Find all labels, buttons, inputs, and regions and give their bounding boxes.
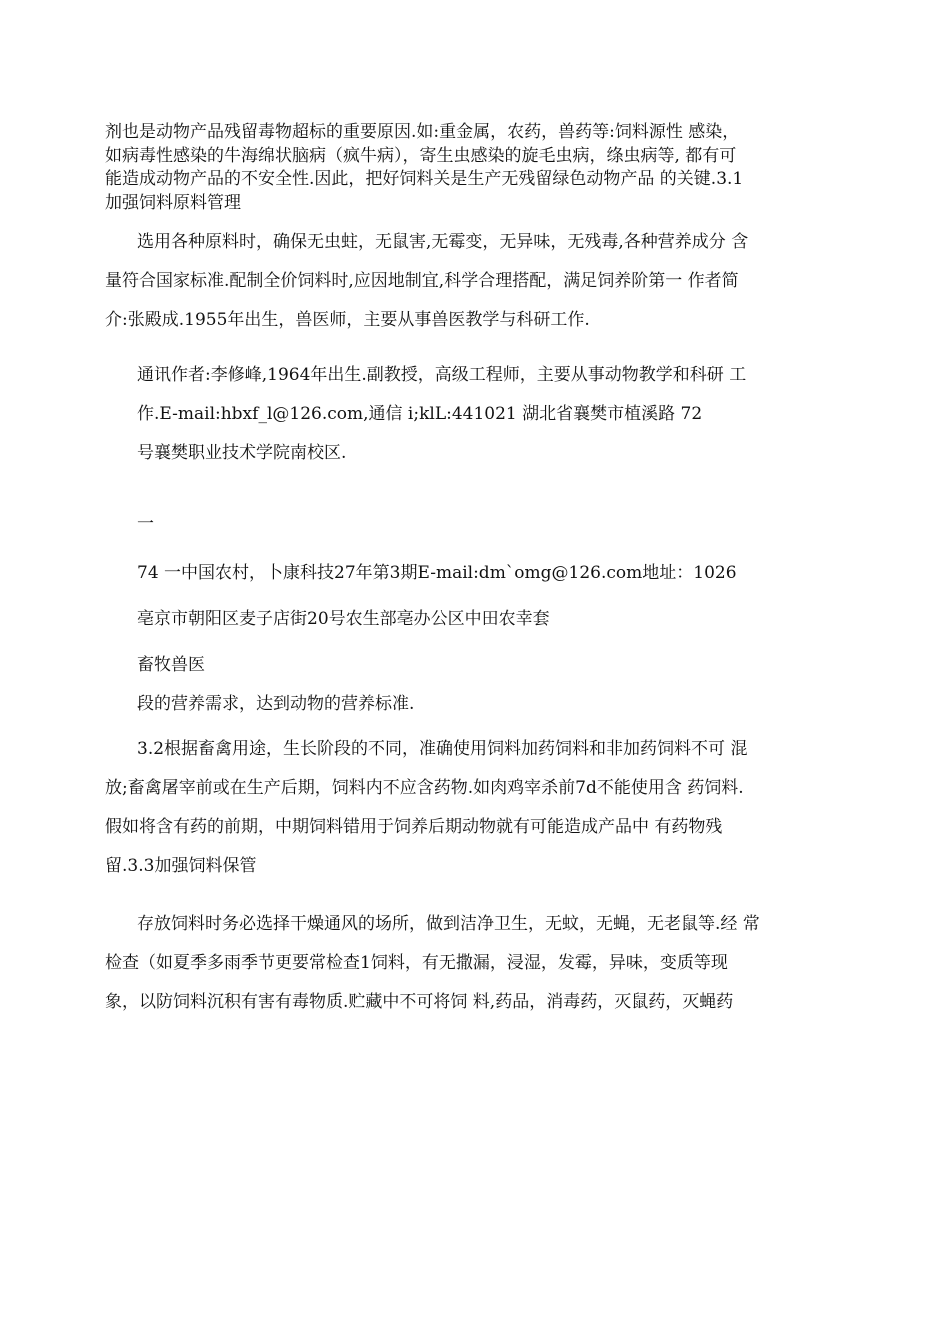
text-line: 剂也是动物产品残留毒物超标的重要原因.如:重金属，农药，兽药等:饲料源性 感染，	[105, 122, 740, 142]
text-line: 通讯作者:李修峰,1964年出生.副教授，高级工程师，主要从事动物教学和科研 工	[137, 365, 747, 385]
text-line: 畜牧兽医	[137, 655, 205, 675]
paragraph-medicated-feed	[105, 730, 850, 886]
text-line: 能造成动物产品的不安全性.因此，把好饲料关是生产无残留绿色动物产品 的关键.3.1	[105, 169, 744, 189]
text-line: 一	[137, 514, 154, 534]
text-line: 选用各种原料时，确保无虫蛀，无鼠害,无霉变，无异味，无残毒,各种营养成分 含	[137, 232, 749, 252]
paragraph-nutrition-needs	[105, 685, 850, 724]
text-line: 段的营养需求，达到动物的营养标准.	[137, 694, 415, 714]
text-line: 号襄樊职业技术学院南校区.	[137, 443, 347, 463]
separator-dash	[105, 505, 850, 544]
text-line: 74 一中国农村，卜康科技27年第3期E-mail:dm`omg@126.com地址：1026	[137, 563, 737, 583]
text-line: 介:张殿成.1955年出生，兽医师，主要从事兽医教学与科研工作.	[105, 310, 590, 330]
text-line: 放;畜禽屠宰前或在生产后期，饲料内不应含药物.如肉鸡宰杀前7d不能使用含 药饲料.	[105, 778, 744, 798]
paragraph-corresponding-author	[105, 356, 850, 473]
text-line: 加强饲料原料管理	[105, 192, 241, 213]
text-line: 留.3.3加强饲料保管	[105, 856, 257, 876]
text-line: 亳京市朝阳区麦子店街20号农生部亳办公区中田农幸套	[137, 609, 550, 629]
text-line: 量符合国家标准.配制全价饲料时,应因地制宜,科学合理搭配，满足饲养阶第一 作者简	[105, 271, 739, 291]
text-line: 如病毒性感染的牛海绵状脑病（疯牛病），寄生虫感染的旋毛虫病，绦虫病等, 都有可	[105, 145, 737, 166]
paragraph-raw-material-selection	[105, 223, 850, 340]
text-line: 象，以防饲料沉积有害有毒物质.贮藏中不可将饲 料,药品，消毒药，灭鼠药，灭蝇药	[105, 992, 734, 1012]
text-line: 假如将含有药的前期，中期饲料错用于饲养后期动物就有可能造成产品中 有药物残	[105, 817, 723, 837]
journal-footer	[105, 550, 850, 688]
text-line: 存放饲料时务必选择干燥通风的场所，做到洁净卫生，无蚊，无蝇，无老鼠等.经 常	[137, 914, 760, 934]
text-line: 3.2根据畜禽用途，生长阶段的不同，准确使用饲料加药饲料和非加药饲料不可 混	[137, 739, 748, 759]
text-line: 作.E-mail:hbxf_l@126.com,通信 i;klL:441021 湖北省襄樊市植溪路 72	[137, 404, 703, 424]
paragraph-feed-contamination	[105, 121, 850, 215]
text-line: 检查（如夏季多雨季节更要常检查1饲料，有无撒漏，浸湿，发霉，异味，变质等现	[105, 953, 728, 973]
paragraph-feed-storage	[105, 905, 850, 1022]
